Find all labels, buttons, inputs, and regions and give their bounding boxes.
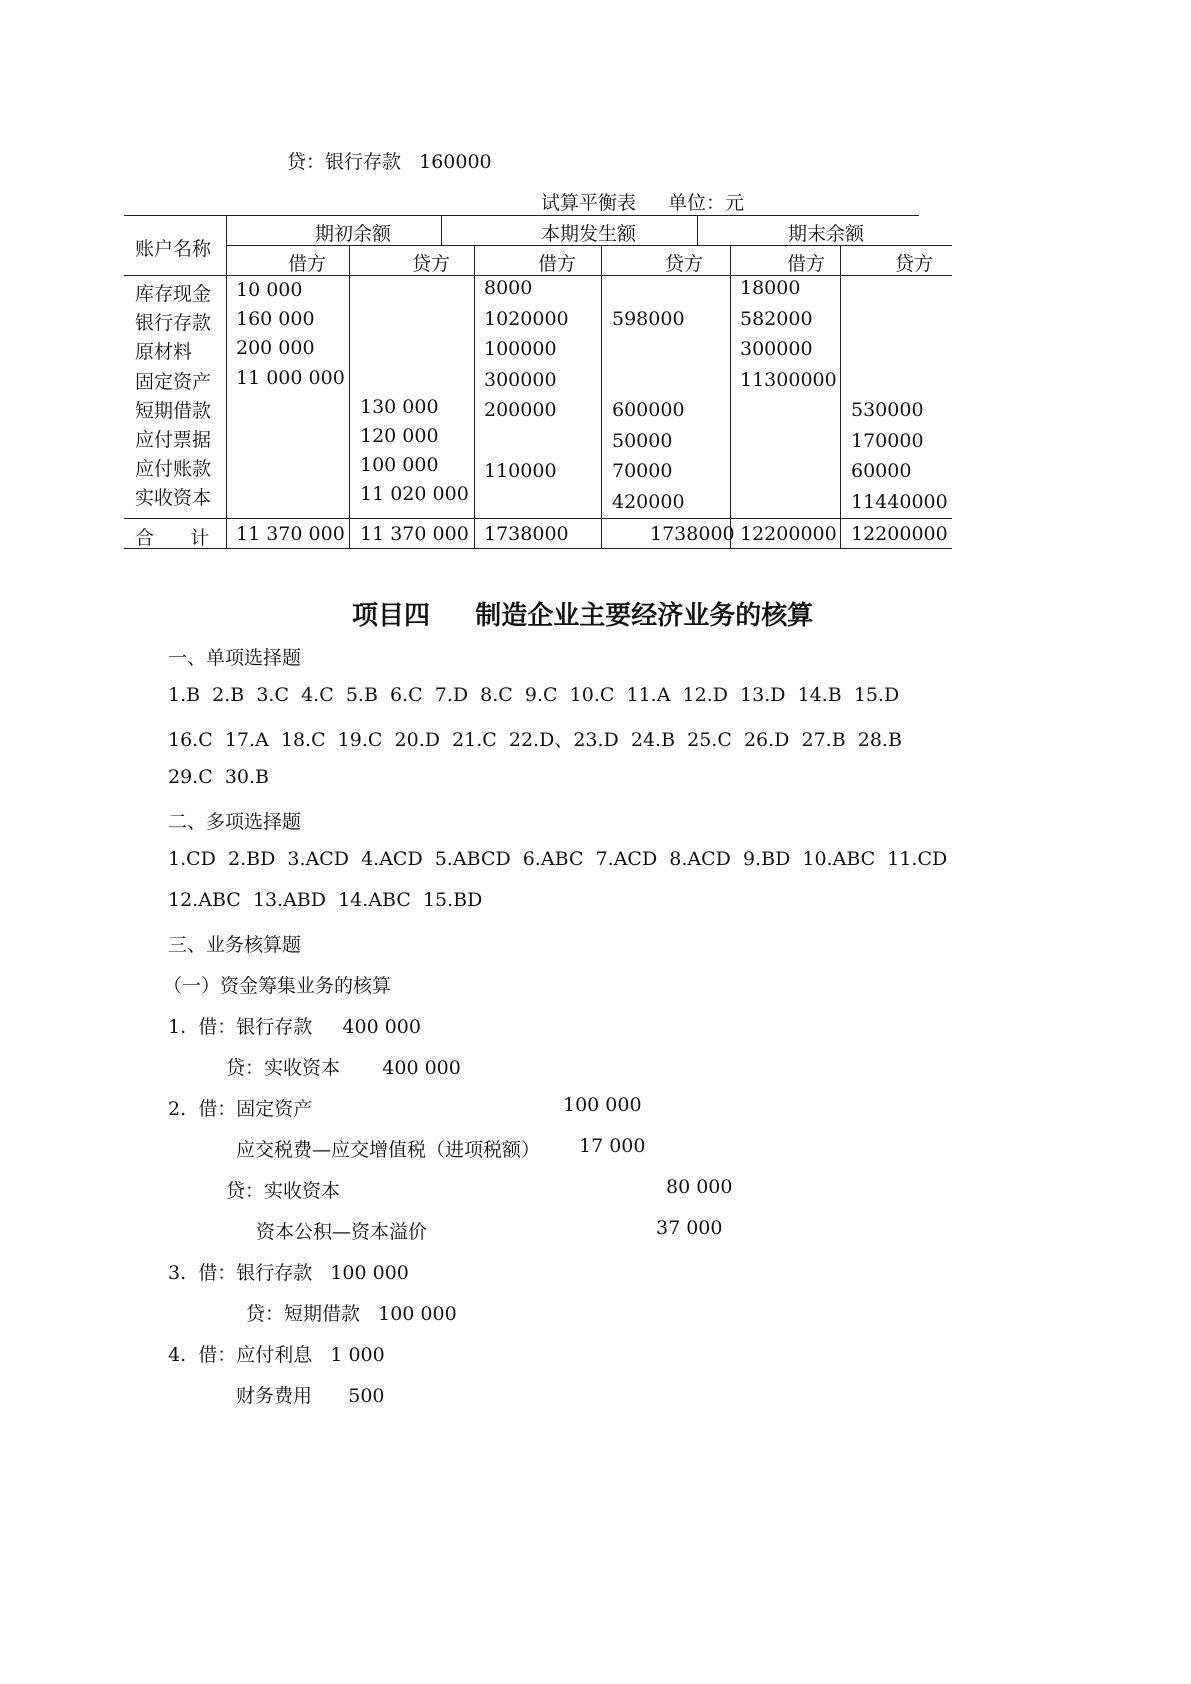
business-heading: 三、业务核算题 (168, 934, 302, 956)
entry-1-credit: 贷：实收资本 400 000 (226, 1057, 461, 1079)
period-credit-bank: 598000 (612, 308, 685, 330)
closing-credit-short-loans: 530000 (851, 399, 924, 421)
period-debit-bank: 1020000 (484, 308, 569, 330)
multi-choice-line-1: 1.CD 2.BD 3.ACD 4.ACD 5.ABCD 6.ABC 7.ACD 8.ACD 9.BD 10.ABC 11.CD (168, 848, 948, 870)
header-closing-credit: 贷方 (895, 253, 934, 275)
period-debit-accounts-payable: 110000 (484, 460, 557, 482)
period-debit-materials: 100000 (484, 338, 557, 360)
account-materials: 原材料 (135, 341, 193, 363)
account-bank: 银行存款 (135, 312, 212, 334)
closing-credit-paid-in-capital: 11440000 (851, 491, 948, 513)
header-closing: 期末余额 (788, 223, 865, 245)
opening-credit-accounts-payable: 100 000 (360, 454, 439, 476)
header-opening-debit: 借方 (288, 253, 327, 275)
account-accounts-payable: 应付账款 (135, 458, 212, 480)
total-label: 合 计 (135, 527, 210, 549)
entry-2-premium-amount: 37 000 (656, 1217, 723, 1239)
entry-2-debit: 2. 借：固定资产 (168, 1098, 313, 1120)
multi-choice-line-2: 12.ABC 13.ABD 14.ABC 15.BD (168, 889, 483, 911)
entry-3-credit: 贷：短期借款 100 000 (246, 1303, 457, 1325)
closing-debit-cash: 18000 (740, 277, 801, 299)
entry-2-premium: 资本公积—资本溢价 (256, 1221, 428, 1243)
single-choice-line-1: 1.B 2.B 3.C 4.C 5.B 6.C 7.D 8.C 9.C 10.C 11.A 12.D 13.D 14.B 15.D (168, 684, 900, 706)
top-credit-line: 贷：银行存款 160000 (287, 151, 492, 173)
header-period-credit: 贷方 (665, 253, 704, 275)
header-account: 账户名称 (135, 238, 212, 260)
section-title: 项目四 制造企业主要经济业务的核算 (352, 601, 814, 631)
header-closing-debit: 借方 (787, 253, 826, 275)
header-period: 本期发生额 (541, 223, 637, 245)
single-choice-line-3: 29.C 30.B (168, 766, 270, 788)
entry-2-tax: 应交税费—应交增值税（进项税额） (236, 1139, 541, 1161)
account-notes-payable: 应付票据 (135, 429, 212, 451)
total-closing-debit: 12200000 (740, 523, 837, 545)
opening-credit-paid-in-capital: 11 020 000 (360, 483, 469, 505)
account-short-loans: 短期借款 (135, 400, 212, 422)
total-closing-credit: 12200000 (851, 523, 948, 545)
opening-debit-cash: 10 000 (236, 279, 303, 301)
entry-2-debit-amount: 100 000 (563, 1094, 642, 1116)
opening-debit-bank: 160 000 (236, 308, 315, 330)
account-paid-in-capital: 实收资本 (135, 487, 212, 509)
period-debit-cash: 8000 (484, 277, 533, 299)
period-credit-notes-payable: 50000 (612, 430, 673, 452)
account-fixed-assets: 固定资产 (135, 371, 212, 393)
total-opening-credit: 11 370 000 (360, 523, 469, 545)
opening-credit-short-loans: 130 000 (360, 396, 439, 418)
closing-credit-accounts-payable: 60000 (851, 460, 912, 482)
account-cash: 库存现金 (135, 283, 212, 305)
entry-3-debit: 3. 借：银行存款 100 000 (168, 1262, 409, 1284)
period-debit-fixed-assets: 300000 (484, 369, 557, 391)
entry-4-finance-expense: 财务费用 500 (236, 1385, 385, 1407)
table-title: 试算平衡表 (541, 192, 637, 214)
total-period-debit: 1738000 (484, 523, 569, 545)
period-credit-accounts-payable: 70000 (612, 460, 673, 482)
closing-debit-bank: 582000 (740, 308, 813, 330)
period-credit-short-loans: 600000 (612, 399, 685, 421)
total-period-credit: 1738000 (650, 523, 735, 545)
opening-debit-fixed-assets: 11 000 000 (236, 367, 345, 389)
entry-1-debit: 1. 借：银行存款 400 000 (168, 1016, 421, 1038)
period-credit-paid-in-capital: 420000 (612, 491, 685, 513)
closing-debit-materials: 300000 (740, 338, 813, 360)
single-choice-line-2: 16.C 17.A 18.C 19.C 20.D 21.C 22.D、23.D 24.B 25.C 26.D 27.B 28.B (168, 729, 902, 751)
business-sub-heading: （一）资金筹集业务的核算 (163, 975, 392, 997)
table-unit: 单位：元 (668, 192, 745, 214)
entry-2-tax-amount: 17 000 (579, 1135, 646, 1157)
entry-2-credit: 贷：实收资本 (226, 1180, 341, 1202)
multi-choice-heading: 二、多项选择题 (168, 811, 302, 833)
single-choice-heading: 一、单项选择题 (168, 647, 302, 669)
total-opening-debit: 11 370 000 (236, 523, 345, 545)
period-debit-short-loans: 200000 (484, 399, 557, 421)
header-opening-credit: 贷方 (412, 253, 451, 275)
opening-credit-notes-payable: 120 000 (360, 425, 439, 447)
header-opening: 期初余额 (315, 223, 392, 245)
closing-debit-fixed-assets: 11300000 (740, 369, 837, 391)
entry-4-debit: 4. 借：应付利息 1 000 (168, 1344, 385, 1366)
opening-debit-materials: 200 000 (236, 337, 315, 359)
entry-2-credit-amount: 80 000 (666, 1176, 733, 1198)
closing-credit-notes-payable: 170000 (851, 430, 924, 452)
header-period-debit: 借方 (538, 253, 577, 275)
